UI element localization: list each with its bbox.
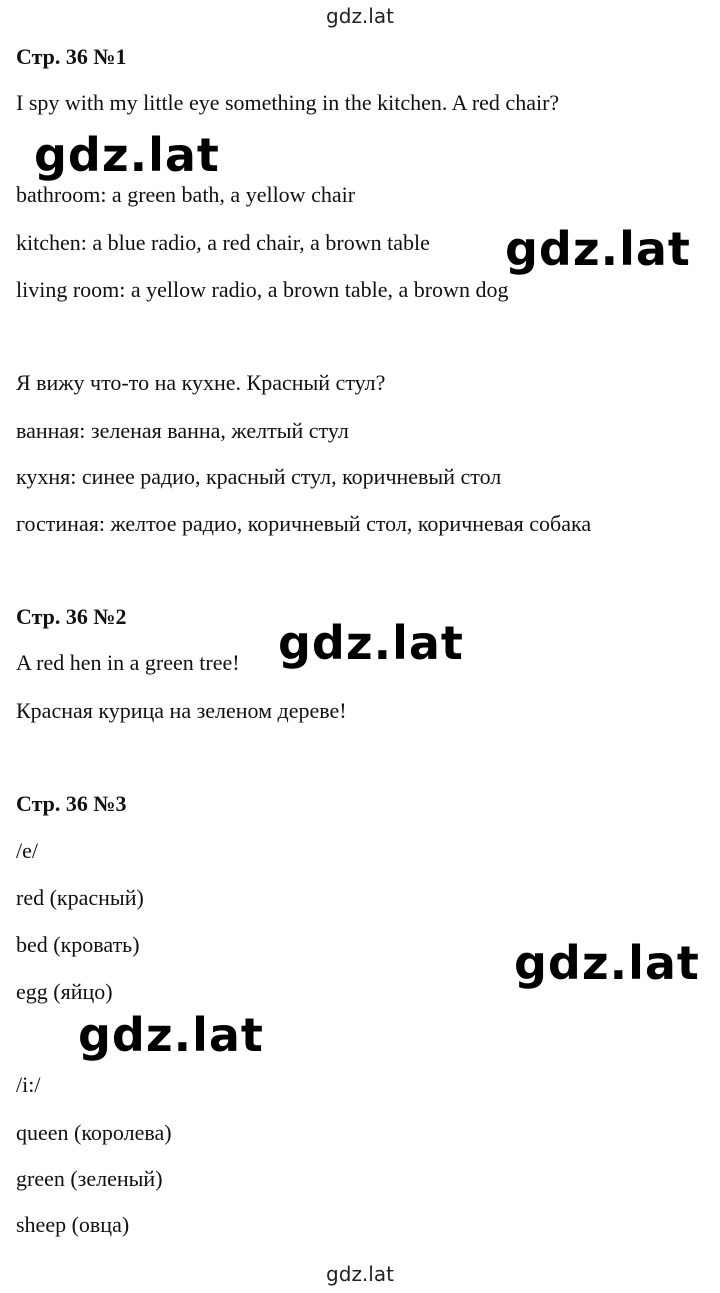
text-line: bed (кровать): [16, 932, 140, 957]
section-heading-2: Стр. 36 №2: [16, 604, 127, 629]
text-line: egg (яйцо): [16, 979, 113, 1004]
text-line: Я вижу что-то на кухне. Красный стул?: [16, 370, 386, 395]
text-line: queen (королева): [16, 1120, 172, 1145]
text-line: I spy with my little eye something in the kitchen. A red chair?: [16, 90, 560, 115]
section-heading-3: Стр. 36 №3: [16, 791, 127, 816]
text-line: sheep (овца): [16, 1212, 130, 1237]
watermark: gdz.lat: [505, 222, 691, 276]
text-line: гостиная: желтое радио, коричневый стол, коричневая собака: [16, 511, 592, 536]
text-line: bathroom: a green bath, a yellow chair: [16, 182, 356, 207]
watermark: gdz.lat: [278, 616, 464, 670]
text-line: ванная: зеленая ванна, желтый стул: [16, 418, 349, 443]
text-line: /i:/: [16, 1072, 41, 1097]
text-line: /e/: [16, 838, 38, 863]
watermark: gdz.lat: [78, 1008, 264, 1062]
section-heading-1: Стр. 36 №1: [16, 44, 127, 69]
text-line: кухня: синее радио, красный стул, коричневый стол: [16, 464, 502, 489]
site-footer: gdz.lat: [326, 1262, 394, 1286]
watermark: gdz.lat: [514, 936, 700, 990]
text-line: red (красный): [16, 885, 144, 910]
text-line: green (зеленый): [16, 1166, 163, 1191]
watermark: gdz.lat: [34, 128, 220, 182]
text-line: Красная курица на зеленом дереве!: [16, 698, 347, 723]
site-header: gdz.lat: [326, 4, 394, 28]
text-line: kitchen: a blue radio, a red chair, a brown table: [16, 230, 430, 255]
text-line: A red hen in a green tree!: [16, 650, 240, 675]
text-line: living room: a yellow radio, a brown table, a brown dog: [16, 277, 509, 302]
